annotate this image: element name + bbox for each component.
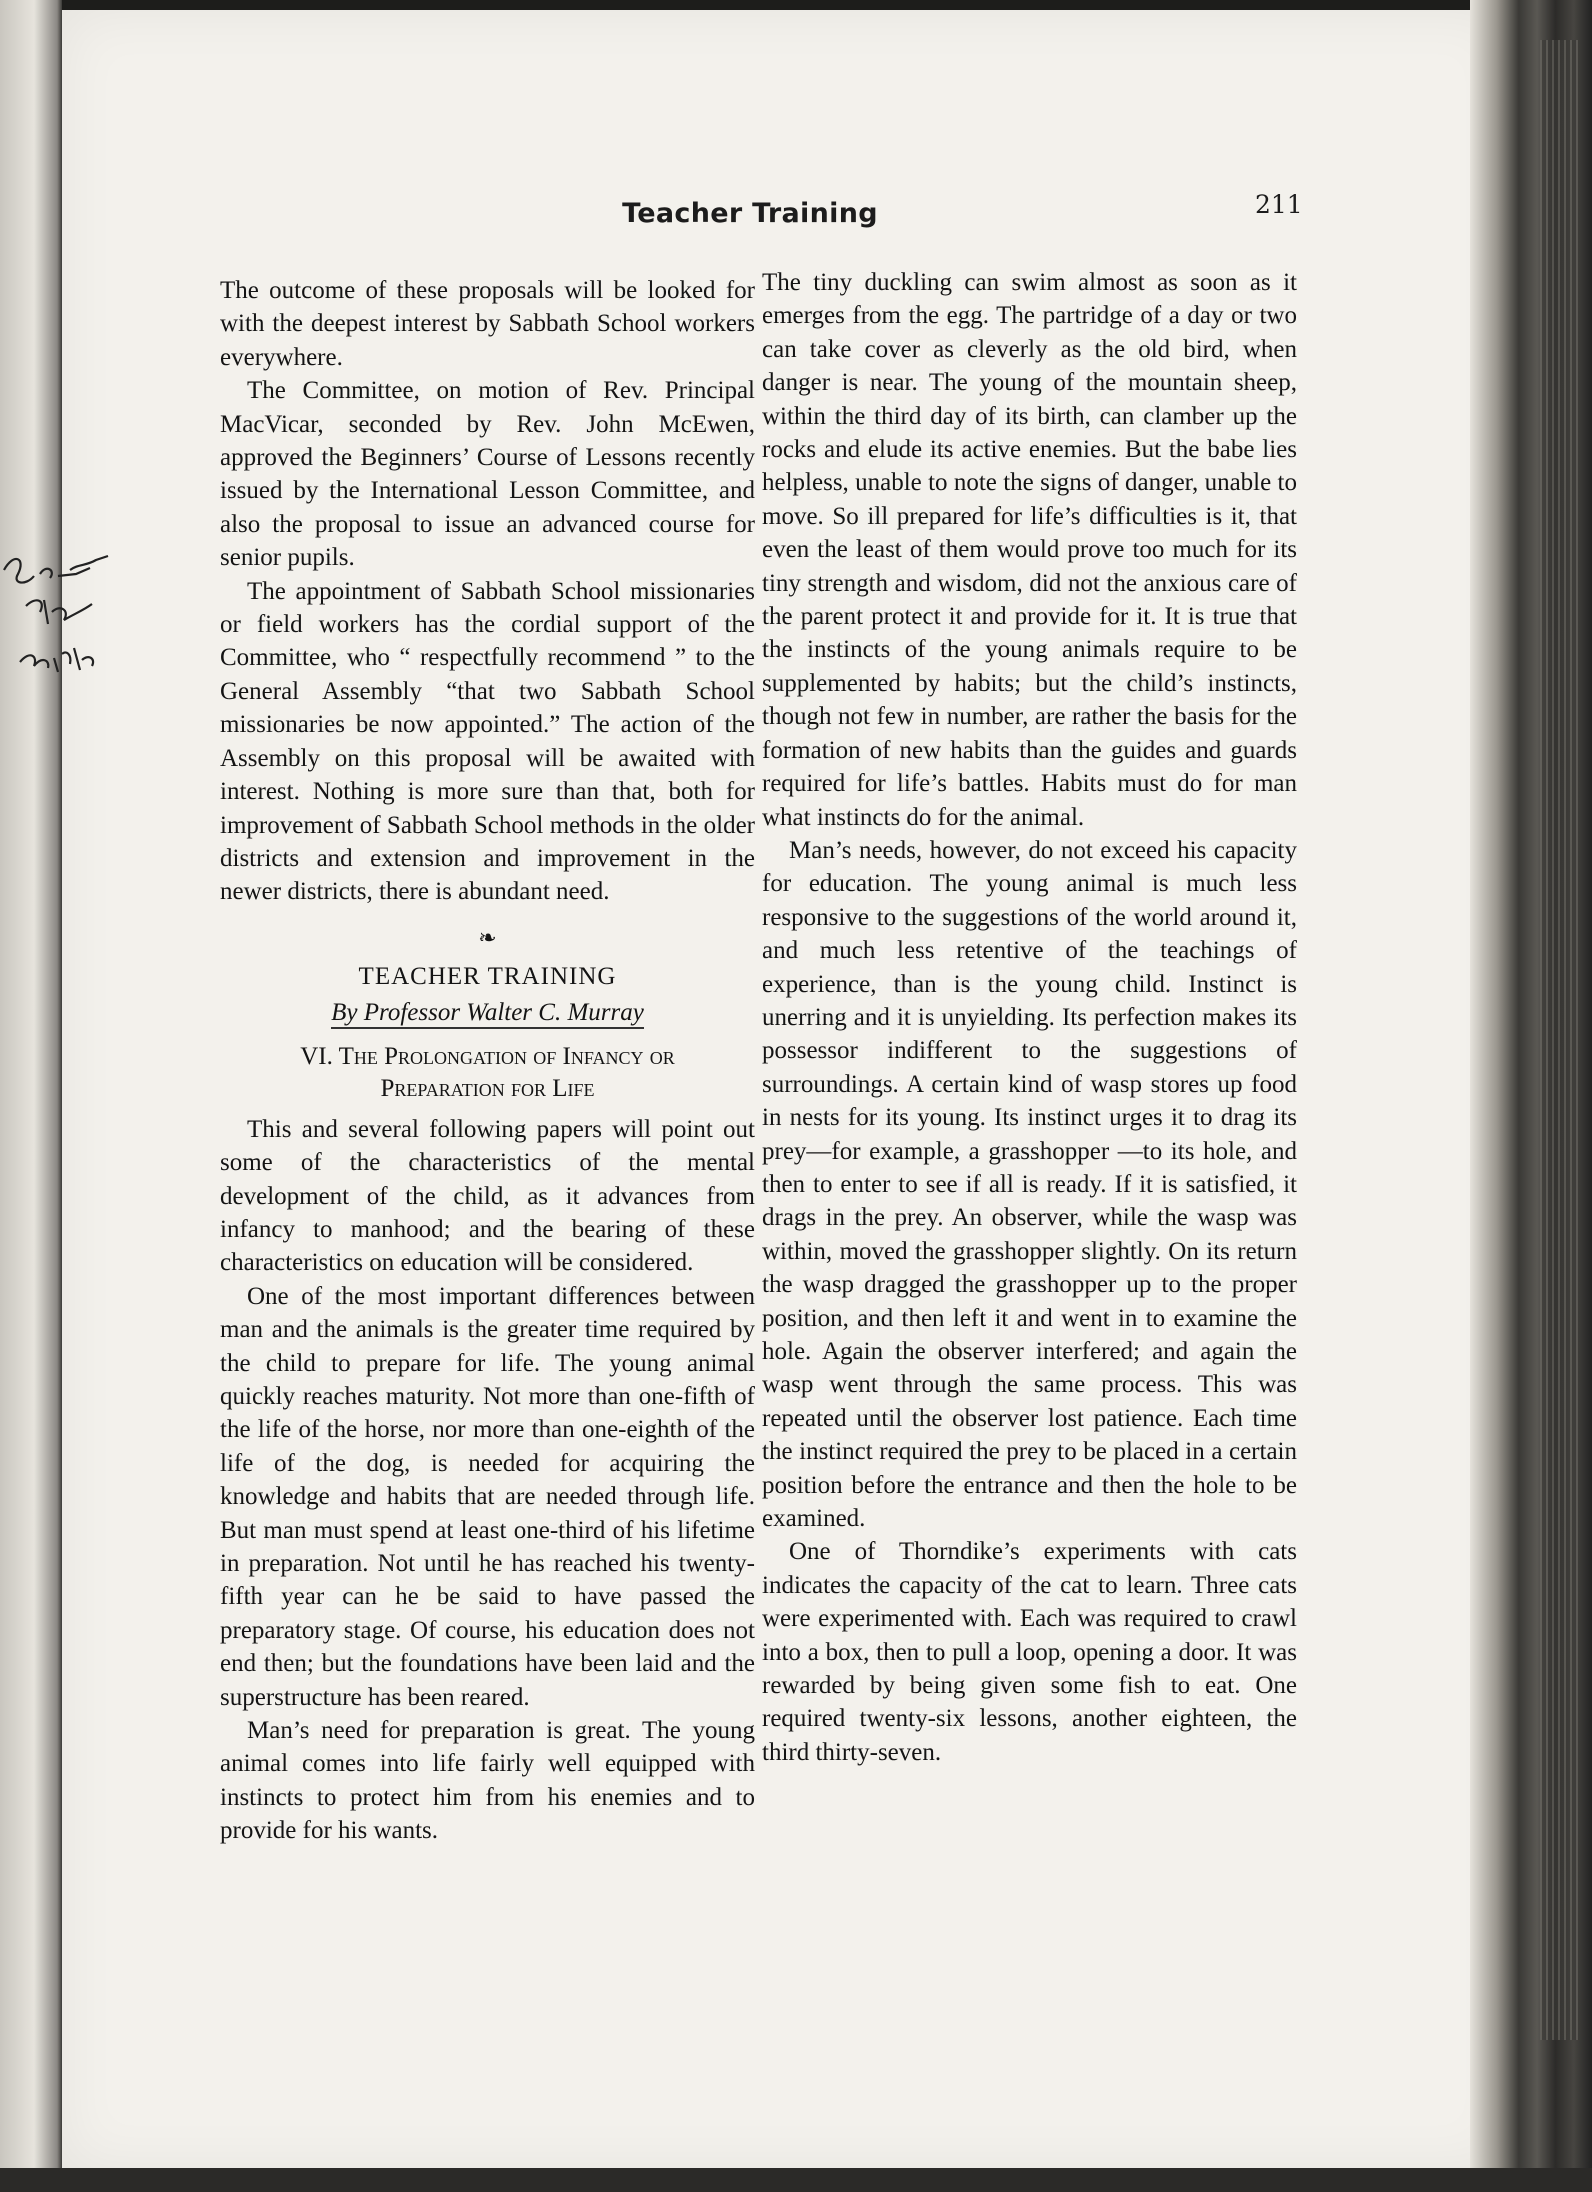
paragraph: The tiny duckling can swim almost as soon as it emerges from the egg. The partridge of a day or two can take cover as cleverly as the old bird, when danger is near. The young of the mountain sheep, within the third day of its birth, can clamber up the rocks and elude its active enemies. But the babe lies helpless, unable to note the signs of danger, unable to move. So ill prepared for life’s difficulties is it, that even the least of them would prove too much for its tiny strength and wisdom, did not the anxious care of the parent protect it and provide for it. It is true that the instincts of the young animals require to be supplemented by habits; but the child’s instincts, though not few in number, are rather the basis for the formation of new habits than the guides and guards required for life’s battles. Habits must do for man what instincts do for the animal. — [762, 269, 1297, 831]
paragraph: One of Thorndike’s experiments with cats indicates the capacity of the cat to learn. Three cats were experimented with. Each was required to crawl into a box, then to pull a loop, opening a door. It was rewarded by being given some fish to eat. One required twenty-six lessons, another eighteen, the third thirty-seven. — [762, 1538, 1297, 1766]
chapter-heading — [220, 1041, 755, 1105]
page-number: 211 — [1255, 190, 1303, 219]
paragraph: One of the most important differences between man and the animals is the greater time required by the child to prepare for life. The young animal quickly reaches maturity. Not more than one-fifth of the life of the horse, nor more than one-eighth of the life of the dog, is needed for acquiring the knowledge and habits that are needed through life. But man must spend at least one-third of his lifetime in preparation. Not until he has reached his twenty-fifth year can he be said to have passed the preparatory stage. Of course, his education does not end then; but the foundations have been laid and the superstructure has been reared. — [220, 1282, 755, 1711]
paragraph: The Committee, on motion of Rev. Principal MacVicar, seconded by Rev. John McEwen, approved the Beginners’ Course of Lessons recently issued by the International Lesson Committee, and also the proposal to issue an advanced course for senior pupils. — [220, 377, 755, 572]
byline-text: By Professor Walter C. Murray — [331, 999, 644, 1029]
paragraph: The outcome of these proposals will be looked for with the deepest interest by Sabbath School workers everywhere. — [220, 277, 755, 371]
facing-page-edge — [0, 0, 62, 2192]
paragraph: Man’s needs, however, do not exceed his capacity for education. The young animal is much less responsive to the suggestions of the world around it, and much less retentive of the teachings of experience, than is the young child. Instinct is unerring and it is unyielding. Its perfection makes its possessor indifferent to the suggestions of surroundings. A certain kind of wasp stores up food in nests for its young. Its instinct urges it to drag its prey—for example, a grasshopper —to its hole, and then to enter to see if all is ready. If it is satisfied, it drags in the prey. An observer, while the wasp was within, moved the grasshopper slightly. On its return the wasp dragged the grasshopper up to the proper position, and then left it and went in to examine the hole. Again the observer interfered; and again the wasp went through the same process. This was repeated until the observer lost patience. Each time the instinct required the prey to be placed in a certain position before the entrance and then the hole to be examined. — [762, 836, 1297, 1533]
paragraph: This and several following papers will point out some of the characteristics of the mental development of the child, as it advances from infancy to manhood; and the bearing of these characteristics on education will be considered. — [220, 1115, 755, 1277]
running-head: Teacher Training — [622, 198, 878, 229]
section-title: TEACHER TRAINING — [358, 962, 617, 990]
paragraph: Man’s need for preparation is great. The young animal comes into life fairly well equipped with instincts to protect him from his enemies and to provide for his wants. — [220, 1717, 755, 1845]
paragraph: The appointment of Sabbath School missionaries or field workers has the cordial support of the Committee, who “ respectfully recommend ” to the General Assembly “that two Sabbath School missionaries be now appointed.” The action of the Assembly on this proposal will be awaited with interest. Nothing is more sure than that, both for improvement of Sabbath School methods in the older districts and extension and improvement in the newer districts, there is abundant need. — [220, 577, 755, 906]
scan-bottom-edge — [0, 2168, 1592, 2192]
chapter-heading-line: VI. The Prolongation of Infancy or — [300, 1042, 675, 1070]
author-byline — [220, 995, 755, 1031]
chapter-heading-line: Preparation for Life — [380, 1074, 595, 1102]
handwritten-margin-note — [0, 530, 110, 710]
right-column — [762, 266, 1297, 1769]
page-stack-edges — [1540, 40, 1580, 2040]
left-column — [220, 274, 755, 1848]
section-ornament: ❧ — [478, 924, 497, 950]
